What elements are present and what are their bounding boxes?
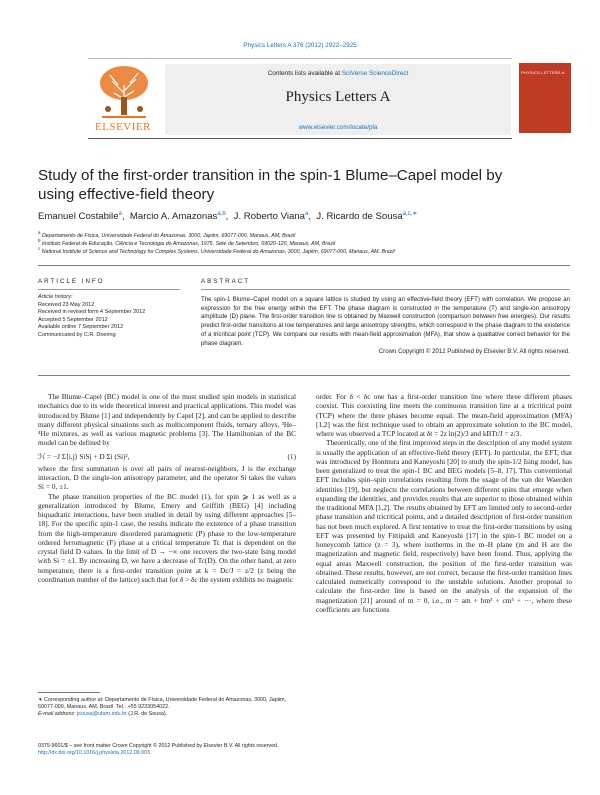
contents-line	[165, 70, 511, 77]
elsevier-wordmark: ELSEVIER	[95, 121, 151, 133]
body-paragraph: The Blume–Capel (BC) model is one of the most studied spin models in statistical mechanics due to its wide theoretical interest and practical applications. This model was introduced by Blume [1] and independently by Capel [2], and can be applied to describe many different physical situations such as multicomponent fluids, ternary alloys, ³He–⁴He mixtures, as well as various magnetic problems [3]. The Hamiltonian of the BC model can be defined by	[38, 392, 296, 448]
journal-cover-title: PHYSICS LETTERS A	[521, 70, 565, 75]
footnote-rule	[38, 692, 100, 693]
affiliation-letter: c	[38, 246, 41, 251]
author-name[interactable]: Marcio A. Amazonas	[129, 211, 218, 223]
equation-number: (1)	[287, 451, 296, 461]
abstract-text: The spin-1 Blume–Capel model on a square lattice is studied by using an effective-field theory (EFT) with correlation. We propose an expression for the free energy within the EFT. The phase diagram is constructed in the temperature (T) and single-ion anisotropy amplitude (D) plane. The first-order transition line is obtained by Maxwell construction (comparison between free energies). Our results predict first-order transitions at low temperatures and large anisotropy strengths, which correspond in the phase diagram to the existence of a tricritical point (TCP). We compare our results with mean-field approximation (MFA), that show a qualitative correct behavior for the phase diagram.	[201, 296, 570, 347]
body-paragraph: The phase transition properties of the BC model (1), for spin ⩾ 1 as well as a generalization introduced by Blume, Emery and Griffith (BEG) [4] including biquadratic interactions, have been studied in detail by using different approaches [5–18]. For the specific spin-1 case, the results indicate the existence of a phase transition from the high-temperature disordered paramagnetic (P) phase to the low-temperature ordered ferromagnetic (F) phase at a critical temperature Tc that is dependent on the crystal field D values. In the limit of D → −∞ one recovers the two-state Ising model with Si = ±1. By increasing D, we have a decrease of Tc(D). On the other hand, at zero temperature, there is a first-order transition point at k = Dc/J = z/2 (z being the coordination number of the lattice) such that for δ > δc the system exhibits no magnetic	[38, 491, 296, 584]
contents-prefix: Contents lists available at	[267, 70, 342, 77]
author-name[interactable]: Emanuel Costabile	[38, 211, 119, 223]
affiliation-letter: a	[38, 230, 41, 235]
email-suffix: (J.R. de Sousa).	[126, 711, 168, 717]
body-paragraph: order. For δ < δc one has a first-order transition line where three different phases coexist. This coexisting line meets the continuous transition line at a tricritical point (TCP) where the three phases become equal. The mean-field approximation (MFA) [1,2] was the first technique used to obtain an approximate solution to the BC model, where was observed a TCP located at δt = 2z ln(2)/3 and kBTt/J = z/3.	[316, 392, 572, 438]
affiliation	[38, 246, 578, 255]
history-item: Received 23 May 2012	[38, 301, 95, 308]
header-separator	[38, 265, 570, 266]
journal-title: Physics Letters A	[285, 89, 391, 105]
masthead-bottom-rule	[88, 138, 512, 139]
email-link[interactable]: jsousa@ufam.edu.br	[76, 711, 127, 717]
affiliation-text: Instituto Federal de Educação, Ciência e Tecnologia do Amazonas, 1975, Sete de Setembro, 69020-120, Manaus, AM, Brazil	[41, 240, 336, 247]
history-label: Article history:	[38, 294, 73, 300]
abstract-body	[201, 296, 570, 357]
equation-1	[38, 452, 296, 461]
sciencedirect-link[interactable]: SciVerse ScienceDirect	[341, 70, 409, 77]
history-item: Available online 7 September 2012	[38, 324, 124, 331]
body-column-left	[38, 392, 296, 584]
equation-expression: ℋ = −J Σ⟨i,j⟩ SiSj + D Σi (Si)²,	[38, 451, 130, 461]
issn-line: 0375-9601/$ – see front matter Crown Copyright © 2012 Published by Elsevier B.V. All rights reserved.	[38, 743, 279, 749]
footnote	[38, 697, 296, 718]
journal-homepage	[165, 124, 511, 131]
history-item: Received in revised form 4 September 2012	[38, 309, 146, 316]
journal-homepage-link[interactable]: www.elsevier.com/locate/pla	[298, 124, 378, 131]
body-paragraph: where the first summation is over all pairs of nearest-neighbors, J is the exchange interaction, D the single-ion anisotropy parameter, and the operator Si takes the values Si = 0, ±1.	[38, 463, 296, 492]
journal-citation[interactable]: Physics Letters A 376 (2012) 2922–2925	[243, 42, 357, 49]
article-info-heading: ARTICLE INFO	[38, 278, 105, 285]
abstract-separator	[38, 375, 570, 376]
corresponding-author-note: ∗ Corresponding author at: Departamento de Física, Universidade Federal do Amazonas, 3000, Japiim, 69077-000, Manaus, AM, Brazil. Tel.: +55 9233054022.	[38, 697, 287, 710]
abstract-heading: ABSTRACT	[201, 278, 251, 285]
affiliation-text: National Institute of Science and Technology for Complex Systems, Universidade Federal do Amazonas, 3000, Japiim, 69077-000, Manaus, AM, Brazil	[41, 248, 395, 255]
body-column-right	[316, 392, 572, 614]
doi-link[interactable]: http://dx.doi.org/10.1016/j.physleta.2012.09.003	[38, 750, 150, 756]
info-heading-rule	[38, 289, 180, 290]
article-title: Study of the first-order transition in the spin-1 Blume–Capel model by using effective-field theory	[38, 167, 503, 203]
abstract-copyright: Crown Copyright © 2012 Published by Elsevier B.V. All rights reserved.	[378, 348, 570, 356]
front-matter-info	[38, 743, 558, 757]
affiliation-letter: b	[38, 238, 41, 243]
affiliation-text: Departamento de Física, Universidade Federal do Amazonas, 3000, Japiim, 69077-000, Manaus, AM, Brazil	[41, 232, 296, 239]
article-history	[38, 294, 178, 340]
author-affil-sup[interactable]: a	[118, 211, 122, 217]
email-line	[38, 711, 296, 718]
masthead-top-rule	[88, 58, 512, 59]
author-affil-sup[interactable]: a	[304, 211, 309, 217]
history-item: Communicated by C.R. Doering	[38, 331, 116, 338]
email-label: E-mail address:	[38, 711, 77, 717]
author-affil-sup[interactable]: a,b	[217, 211, 226, 217]
history-item: Accepted 5 September 2012	[38, 316, 108, 323]
author-name[interactable]: J. Ricardo de Sousa	[316, 211, 403, 223]
author-affil-sup[interactable]: a,c,∗	[402, 211, 418, 217]
body-paragraph: Theoretically, one of the first improved steps in the description of any model system is usually the application of an effective-field theory (EFT). In particular, the EFT, that was introduced by Honmura and Kaneyoshi [20] to study the spin-1/2 Ising model, has been generalized to treat the spin-1 BC and BEG models [5–8, 17]. This conventional EFT includes spin–spin correlations resulting from the usage of the van der Waerden identities [19], but neglects the correlations between different spins that emerge when expanding the identities, and provides results that are superior to those obtained within the traditional MFA [1,2]. The results obtained by EFT are limited only to second-order phase transition and tricritical points, and a detailed description of first-order transition has not been much explored. A first tentative to treat the first-order transitions by using EFT was presented by Fittipaldi and Kaneyoshi [17] in the spin-1 BC model on a honeycomb lattice (z = 3), where isotherms in the m–H plane (m and H are the magnetization and magnetic field, respectively) have been found. Thus, applying the equal areas Maxwell construction, the position of the first-order transition was obtained. These results, however, are not correct, because the first-order transition lines calculated numerically correspond to the unstable solutions. Another proposal to calculate the first-order line is based on the analysis of the expansion of the magnetization [21] around of m = 0, i.e., m = am + bm³ + cm⁵ + ···, where these coefficients are functions	[316, 438, 572, 614]
abstract-heading-rule	[201, 289, 570, 290]
author-list: Emanuel Costabile$^a$, Marcio A. Amazonas$^{a,b}$, J. Roberto Viana$^a$, J. Ricardo de Sousa$^{a,c,∗}$	[38, 211, 418, 223]
author-name[interactable]: J. Roberto Viana	[233, 211, 305, 223]
